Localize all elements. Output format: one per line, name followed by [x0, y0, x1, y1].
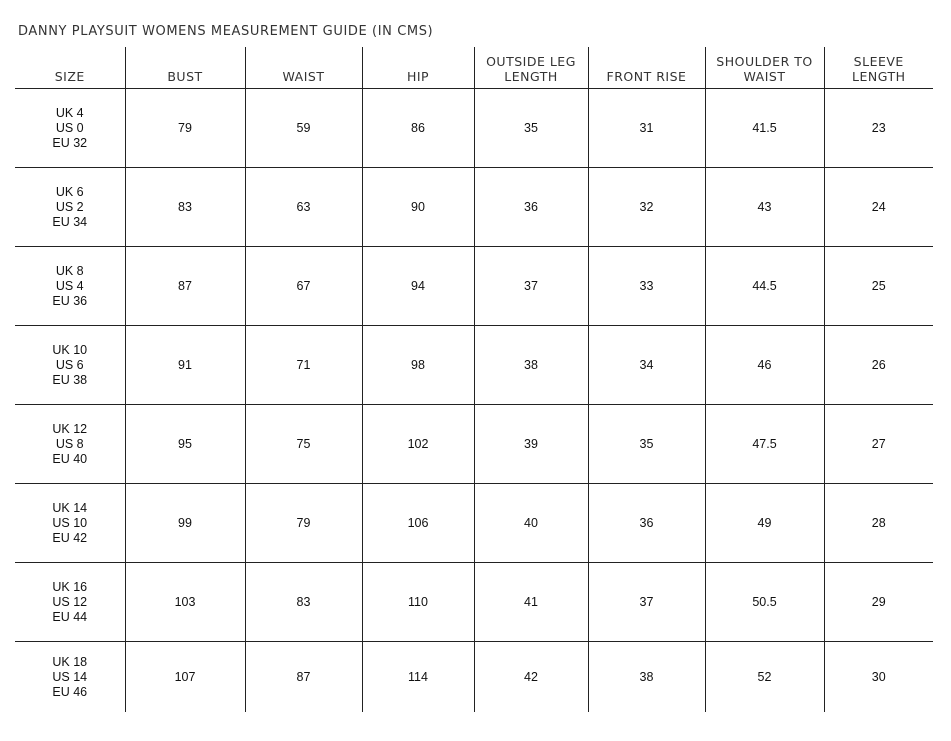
measurement-table — [15, 47, 933, 712]
size-cell — [15, 405, 125, 484]
front-rise-cell: 32 — [588, 168, 705, 247]
size-uk: UK 16 — [52, 579, 88, 594]
table-row — [15, 89, 933, 168]
front-rise-cell: 31 — [588, 89, 705, 168]
hip-cell: 86 — [362, 89, 474, 168]
outside-leg-length-cell: 42 — [474, 642, 588, 713]
waist-cell: 83 — [245, 563, 362, 642]
size-eu: EU 46 — [52, 684, 88, 699]
sleeve-length-cell: 23 — [824, 89, 933, 168]
bust-cell: 99 — [125, 484, 245, 563]
column-header-outside-leg-length: OUTSIDE LEG LENGTH — [474, 47, 588, 89]
hip-cell: 90 — [362, 168, 474, 247]
size-cell — [15, 247, 125, 326]
column-header-waist: WAIST — [245, 47, 362, 89]
column-header-shoulder-to-waist: SHOULDER TO WAIST — [705, 47, 824, 89]
waist-cell: 67 — [245, 247, 362, 326]
size-eu: EU 40 — [52, 451, 88, 466]
sleeve-length-cell: 25 — [824, 247, 933, 326]
front-rise-cell: 33 — [588, 247, 705, 326]
size-us: US 0 — [55, 120, 84, 135]
column-header-front-rise: FRONT RISE — [588, 47, 705, 89]
page-title: DANNY PLAYSUIT WOMENS MEASUREMENT GUIDE (IN CMS) — [18, 24, 434, 39]
shoulder-to-waist-cell: 50.5 — [705, 563, 824, 642]
waist-cell: 59 — [245, 89, 362, 168]
column-header-sleeve-length: SLEEVE LENGTH — [824, 47, 933, 89]
size-eu: EU 34 — [52, 214, 88, 229]
size-eu: EU 38 — [52, 372, 88, 387]
size-cell — [15, 326, 125, 405]
bust-cell: 95 — [125, 405, 245, 484]
sleeve-length-cell: 24 — [824, 168, 933, 247]
shoulder-to-waist-cell: 44.5 — [705, 247, 824, 326]
size-us: US 10 — [52, 515, 88, 530]
shoulder-to-waist-cell: 41.5 — [705, 89, 824, 168]
outside-leg-length-cell: 35 — [474, 89, 588, 168]
bust-cell: 91 — [125, 326, 245, 405]
shoulder-to-waist-cell: 52 — [705, 642, 824, 713]
waist-cell: 71 — [245, 326, 362, 405]
shoulder-to-waist-cell: 49 — [705, 484, 824, 563]
shoulder-to-waist-cell: 47.5 — [705, 405, 824, 484]
size-uk: UK 18 — [52, 654, 88, 669]
size-cell — [15, 89, 125, 168]
column-header-hip: HIP — [362, 47, 474, 89]
bust-cell: 83 — [125, 168, 245, 247]
front-rise-cell: 34 — [588, 326, 705, 405]
size-us: US 2 — [55, 199, 84, 214]
outside-leg-length-cell: 39 — [474, 405, 588, 484]
front-rise-cell: 38 — [588, 642, 705, 713]
table-header-row — [15, 47, 933, 89]
size-cell — [15, 563, 125, 642]
table-row — [15, 563, 933, 642]
bust-cell: 103 — [125, 563, 245, 642]
table-row — [15, 326, 933, 405]
front-rise-cell: 37 — [588, 563, 705, 642]
table-row — [15, 247, 933, 326]
table-row — [15, 168, 933, 247]
size-cell — [15, 168, 125, 247]
sleeve-length-cell: 29 — [824, 563, 933, 642]
size-uk: UK 10 — [52, 342, 88, 357]
waist-cell: 87 — [245, 642, 362, 713]
bust-cell: 107 — [125, 642, 245, 713]
size-us: US 4 — [55, 278, 84, 293]
outside-leg-length-cell: 38 — [474, 326, 588, 405]
hip-cell: 106 — [362, 484, 474, 563]
size-eu: EU 36 — [52, 293, 88, 308]
front-rise-cell: 36 — [588, 484, 705, 563]
bust-cell: 87 — [125, 247, 245, 326]
waist-cell: 79 — [245, 484, 362, 563]
size-us: US 8 — [55, 436, 84, 451]
outside-leg-length-cell: 40 — [474, 484, 588, 563]
hip-cell: 114 — [362, 642, 474, 713]
outside-leg-length-cell: 41 — [474, 563, 588, 642]
size-uk: UK 14 — [52, 500, 88, 515]
hip-cell: 94 — [362, 247, 474, 326]
size-uk: UK 6 — [55, 184, 84, 199]
size-eu: EU 44 — [52, 609, 88, 624]
column-header-size: SIZE — [15, 47, 125, 89]
sleeve-length-cell: 27 — [824, 405, 933, 484]
shoulder-to-waist-cell: 43 — [705, 168, 824, 247]
hip-cell: 102 — [362, 405, 474, 484]
table-row — [15, 405, 933, 484]
front-rise-cell: 35 — [588, 405, 705, 484]
size-uk: UK 8 — [55, 263, 84, 278]
outside-leg-length-cell: 36 — [474, 168, 588, 247]
hip-cell: 98 — [362, 326, 474, 405]
shoulder-to-waist-cell: 46 — [705, 326, 824, 405]
size-cell — [15, 484, 125, 563]
waist-cell: 63 — [245, 168, 362, 247]
size-us: US 6 — [55, 357, 84, 372]
sleeve-length-cell: 30 — [871, 670, 886, 684]
size-eu: EU 42 — [52, 530, 88, 545]
bust-cell: 79 — [125, 89, 245, 168]
size-cell — [15, 642, 125, 713]
sleeve-length-cell: 26 — [824, 326, 933, 405]
waist-cell: 75 — [245, 405, 362, 484]
hip-cell: 110 — [362, 563, 474, 642]
size-uk: UK 4 — [55, 105, 84, 120]
size-us: US 14 — [52, 669, 88, 684]
table-row — [15, 642, 933, 713]
table-row — [15, 484, 933, 563]
sleeve-length-cell: 28 — [824, 484, 933, 563]
size-eu: EU 32 — [52, 135, 88, 150]
column-header-bust: BUST — [125, 47, 245, 89]
size-us: US 12 — [52, 594, 88, 609]
size-uk: UK 12 — [52, 421, 88, 436]
outside-leg-length-cell: 37 — [474, 247, 588, 326]
